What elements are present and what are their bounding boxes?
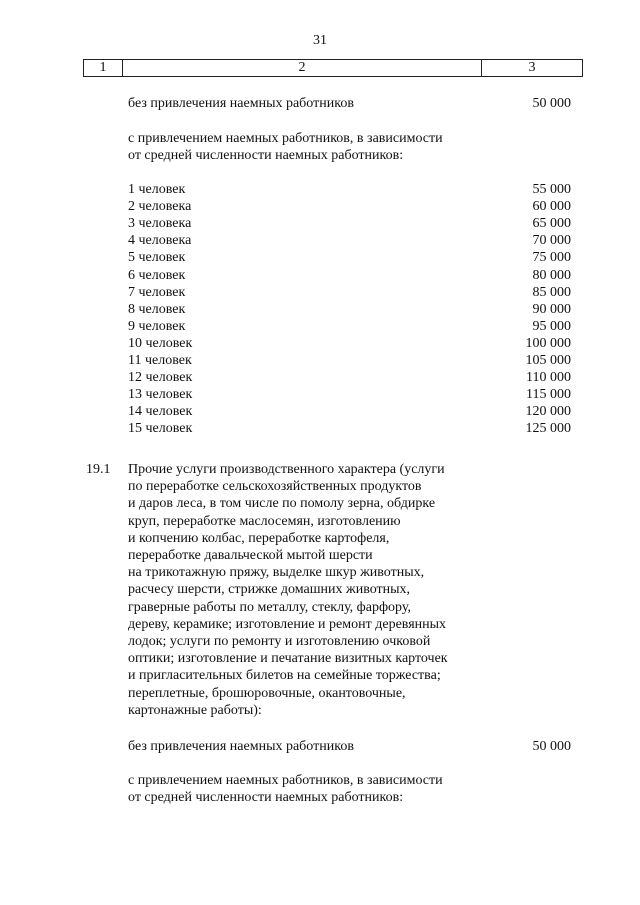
description-line: и копчению колбас, переработке картофеля, [128,530,390,546]
headcount-value: 105 000 [525,353,571,368]
description-line: лодок; услуги по ремонту и изготовлению очковой [128,634,431,649]
headcount-label: 12 человек [128,370,193,386]
description-line: оптики; изготовление и печатание визитных карточек [128,651,448,667]
headcount-value: 80 000 [532,267,571,283]
description-line: Прочие услуги производственного характера (услуги [128,462,445,477]
column-header-3: 3 [482,60,583,77]
headcount-label: 13 человек [128,387,193,403]
headcount-label: 6 человек [128,267,186,283]
headcount-label: 1 человек [128,182,186,197]
headcount-value: 65 000 [532,216,571,232]
headcount-label: 4 человека [128,233,192,249]
headcount-value: 95 000 [532,318,571,334]
with-hired-line-2: от средней численности наемных работников: [128,148,404,163]
headcount-label: 5 человек [128,250,186,266]
headcount-value: 85 000 [532,284,571,300]
description-line: круп, переработке маслосемян, изготовлению [128,513,401,529]
column-header-2: 2 [123,60,482,77]
without-hired-label-2: без привлечения наемных работников [128,739,354,754]
description-line: и даров леса, в том числе по помолу зерна, обдирке [128,496,436,512]
without-hired-value: 50 000 [532,96,571,111]
description-line: по переработке сельскохозяйственных продуктов [128,479,422,495]
with-hired-line-1: с привлечением наемных работников, в зависимости [128,131,443,146]
headcount-label: 8 человек [128,301,186,317]
headcount-value: 90 000 [532,301,571,317]
description-line: и пригласительных билетов на семейные торжества; [128,668,441,684]
headcount-value: 110 000 [526,370,571,386]
headcount-label: 9 человек [128,318,186,334]
headcount-label: 11 человек [128,353,192,368]
column-header-table [83,59,583,77]
column-header-1: 1 [84,60,123,77]
headcount-label: 10 человек [128,335,193,351]
headcount-value: 55 000 [532,182,571,197]
headcount-label: 7 человек [128,284,186,300]
headcount-label: 3 человека [128,216,192,232]
headcount-label: 2 человека [128,199,192,215]
description-line: переплетные, брошюровочные, окантовочные, [128,685,406,701]
headcount-value: 125 000 [525,421,571,437]
headcount-value: 120 000 [525,404,571,420]
headcount-value: 75 000 [532,250,571,266]
headcount-value: 100 000 [525,335,571,351]
column-header-row [84,60,583,77]
without-hired-value-2: 50 000 [532,739,571,754]
item-code: 19.1 [86,462,111,477]
description-line: расчесу шерсти, стрижке домашних животных, [128,582,411,598]
headcount-label: 15 человек [128,421,193,437]
without-hired-label: без привлечения наемных работников [128,96,354,111]
headcount-value: 70 000 [532,233,571,249]
description-line: переработке давальческой мытой шерсти [128,548,373,563]
headcount-value: 115 000 [526,387,571,403]
description-line: дереву, керамике; изготовление и ремонт деревянных [128,616,447,632]
description-line: картонажные работы): [128,702,262,718]
with-hired-line-2-2: от средней численности наемных работников: [128,790,404,805]
headcount-value: 60 000 [532,199,571,215]
description-line: на трикотажную пряжу, выделке шкур животных, [128,565,425,581]
page-number: 31 [313,33,327,48]
headcount-label: 14 человек [128,404,193,420]
with-hired-line-1-2: с привлечением наемных работников, в зависимости [128,773,443,788]
description-line: граверные работы по металлу, стеклу, фарфору, [128,599,411,615]
